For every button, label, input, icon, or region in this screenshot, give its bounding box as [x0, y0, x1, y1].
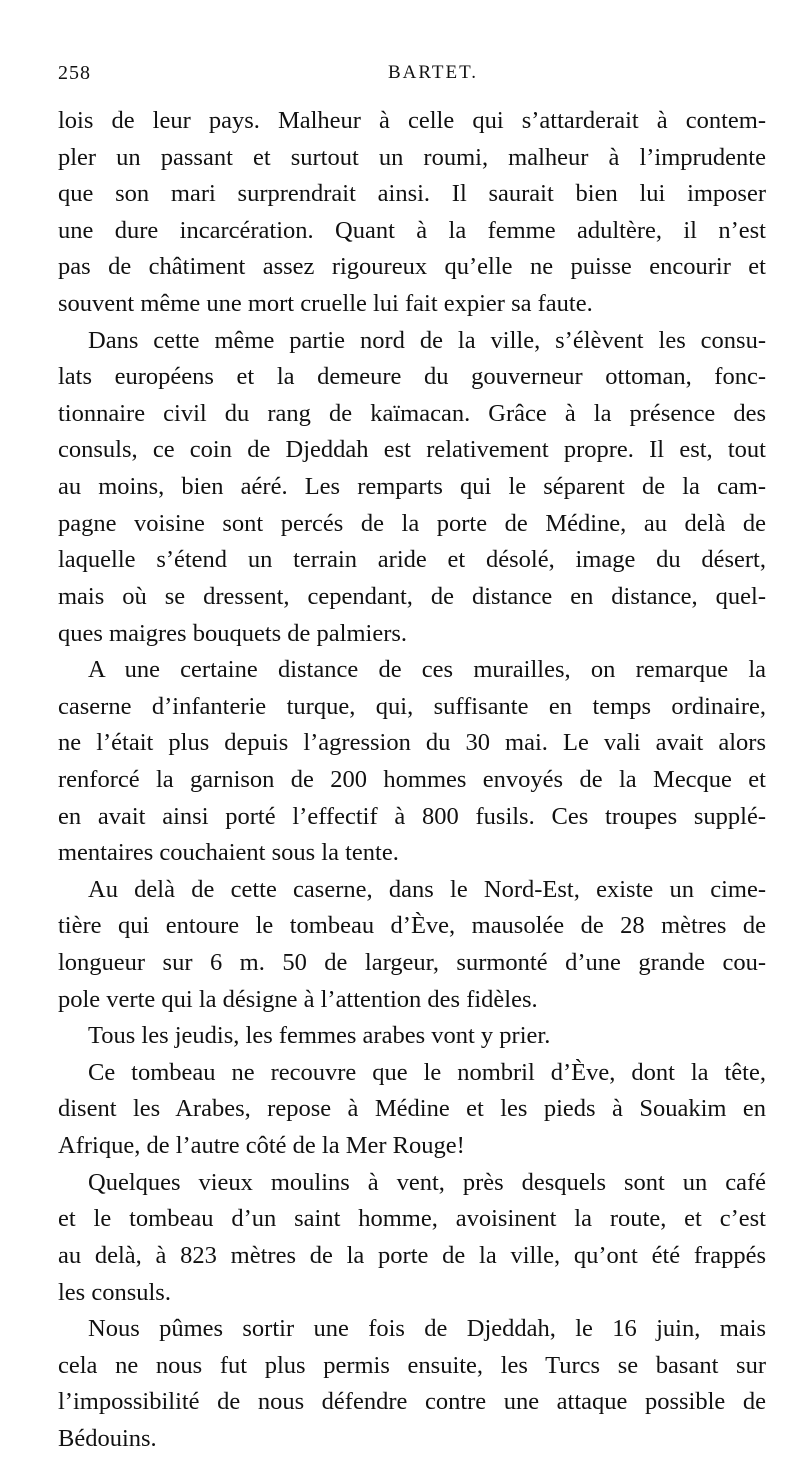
- text-line: disent les Arabes, repose à Médine et les pieds à Souakim en: [58, 1095, 766, 1123]
- text-line: au moins, bien aéré. Les remparts qui le séparent de la cam-: [58, 473, 766, 501]
- text-line: ne l’était plus depuis l’agression du 30 mai. Le vali avait alors: [58, 729, 766, 757]
- text-line: laquelle s’étend un terrain aride et désolé, image du désert,: [58, 546, 766, 574]
- text-line: Tous les jeudis, les femmes arabes vont y prier.: [88, 1022, 551, 1050]
- text-line: pagne voisine sont percés de la porte de Médine, au delà de: [58, 509, 766, 537]
- text-line: pole verte qui la désigne à l’attention des fidèles.: [58, 985, 538, 1013]
- text-line: pas de châtiment assez rigoureux qu’elle ne puisse encourir et: [58, 253, 766, 281]
- body-text: [58, 103, 766, 1458]
- text-line: longueur sur 6 m. 50 de largeur, surmonté d’une grande cou-: [58, 949, 766, 977]
- text-line: cela ne nous fut plus permis ensuite, les Turcs se basant sur: [58, 1351, 766, 1379]
- text-line: mentaires couchaient sous la tente.: [58, 839, 399, 867]
- text-line: Ce tombeau ne recouvre que le nombril d’Ève, dont la tête,: [88, 1058, 766, 1086]
- text-line: lois de leur pays. Malheur à celle qui s’attarderait à contem-: [58, 107, 766, 134]
- text-line: l’impossibilité de nous défendre contre une attaque possible de: [58, 1388, 766, 1416]
- text-line: souvent même une mort cruelle lui fait expier sa faute.: [58, 290, 593, 318]
- text-line: Bédouins.: [58, 1424, 157, 1452]
- text-line: renforcé la garnison de 200 hommes envoyés de la Mecque et: [58, 765, 766, 793]
- text-line: que son mari surprendrait ainsi. Il saurait bien lui imposer: [58, 180, 766, 208]
- text-line: les consuls.: [58, 1278, 171, 1306]
- text-line: Afrique, de l’autre côté de la Mer Rouge!: [58, 1132, 465, 1160]
- text-line: mais où se dressent, cependant, de distance en distance, quel-: [58, 582, 766, 610]
- page-number: 258: [58, 62, 91, 84]
- text-line: tionnaire civil du rang de kaïmacan. Grâce à la présence des: [58, 399, 766, 427]
- running-head: [58, 62, 768, 90]
- text-line: pler un passant et surtout un roumi, malheur à l’imprudente: [58, 143, 766, 171]
- text-line: Nous pûmes sortir une fois de Djeddah, le 16 juin, mais: [88, 1315, 766, 1343]
- running-title: BARTET.: [387, 62, 479, 83]
- text-line: et le tombeau d’un saint homme, avoisinent la route, et c’est: [58, 1205, 766, 1233]
- text-line: A une certaine distance de ces murailles, on remarque la: [88, 656, 766, 684]
- text-line: tière qui entoure le tombeau d’Ève, mausolée de 28 mètres de: [58, 912, 766, 940]
- text-line: ques maigres bouquets de palmiers.: [58, 619, 408, 647]
- text-line: caserne d’infanterie turque, qui, suffisante en temps ordinaire,: [58, 692, 766, 720]
- text-line: Quelques vieux moulins à vent, près desquels sont un café: [88, 1168, 766, 1196]
- text-line: lats européens et la demeure du gouverneur ottoman, fonc-: [58, 363, 766, 391]
- text-line: Dans cette même partie nord de la ville, s’élèvent les consu-: [88, 326, 766, 354]
- text-line: une dure incarcération. Quant à la femme adultère, il n’est: [58, 216, 766, 244]
- text-line: en avait ainsi porté l’effectif à 800 fusils. Ces troupes supplé-: [58, 802, 766, 830]
- text-line: au delà, à 823 mètres de la porte de la ville, qu’ont été frappés: [58, 1241, 766, 1269]
- text-line: Au delà de cette caserne, dans le Nord-Est, existe un cime-: [88, 875, 766, 903]
- text-line: consuls, ce coin de Djeddah est relativement propre. Il est, tout: [58, 436, 766, 464]
